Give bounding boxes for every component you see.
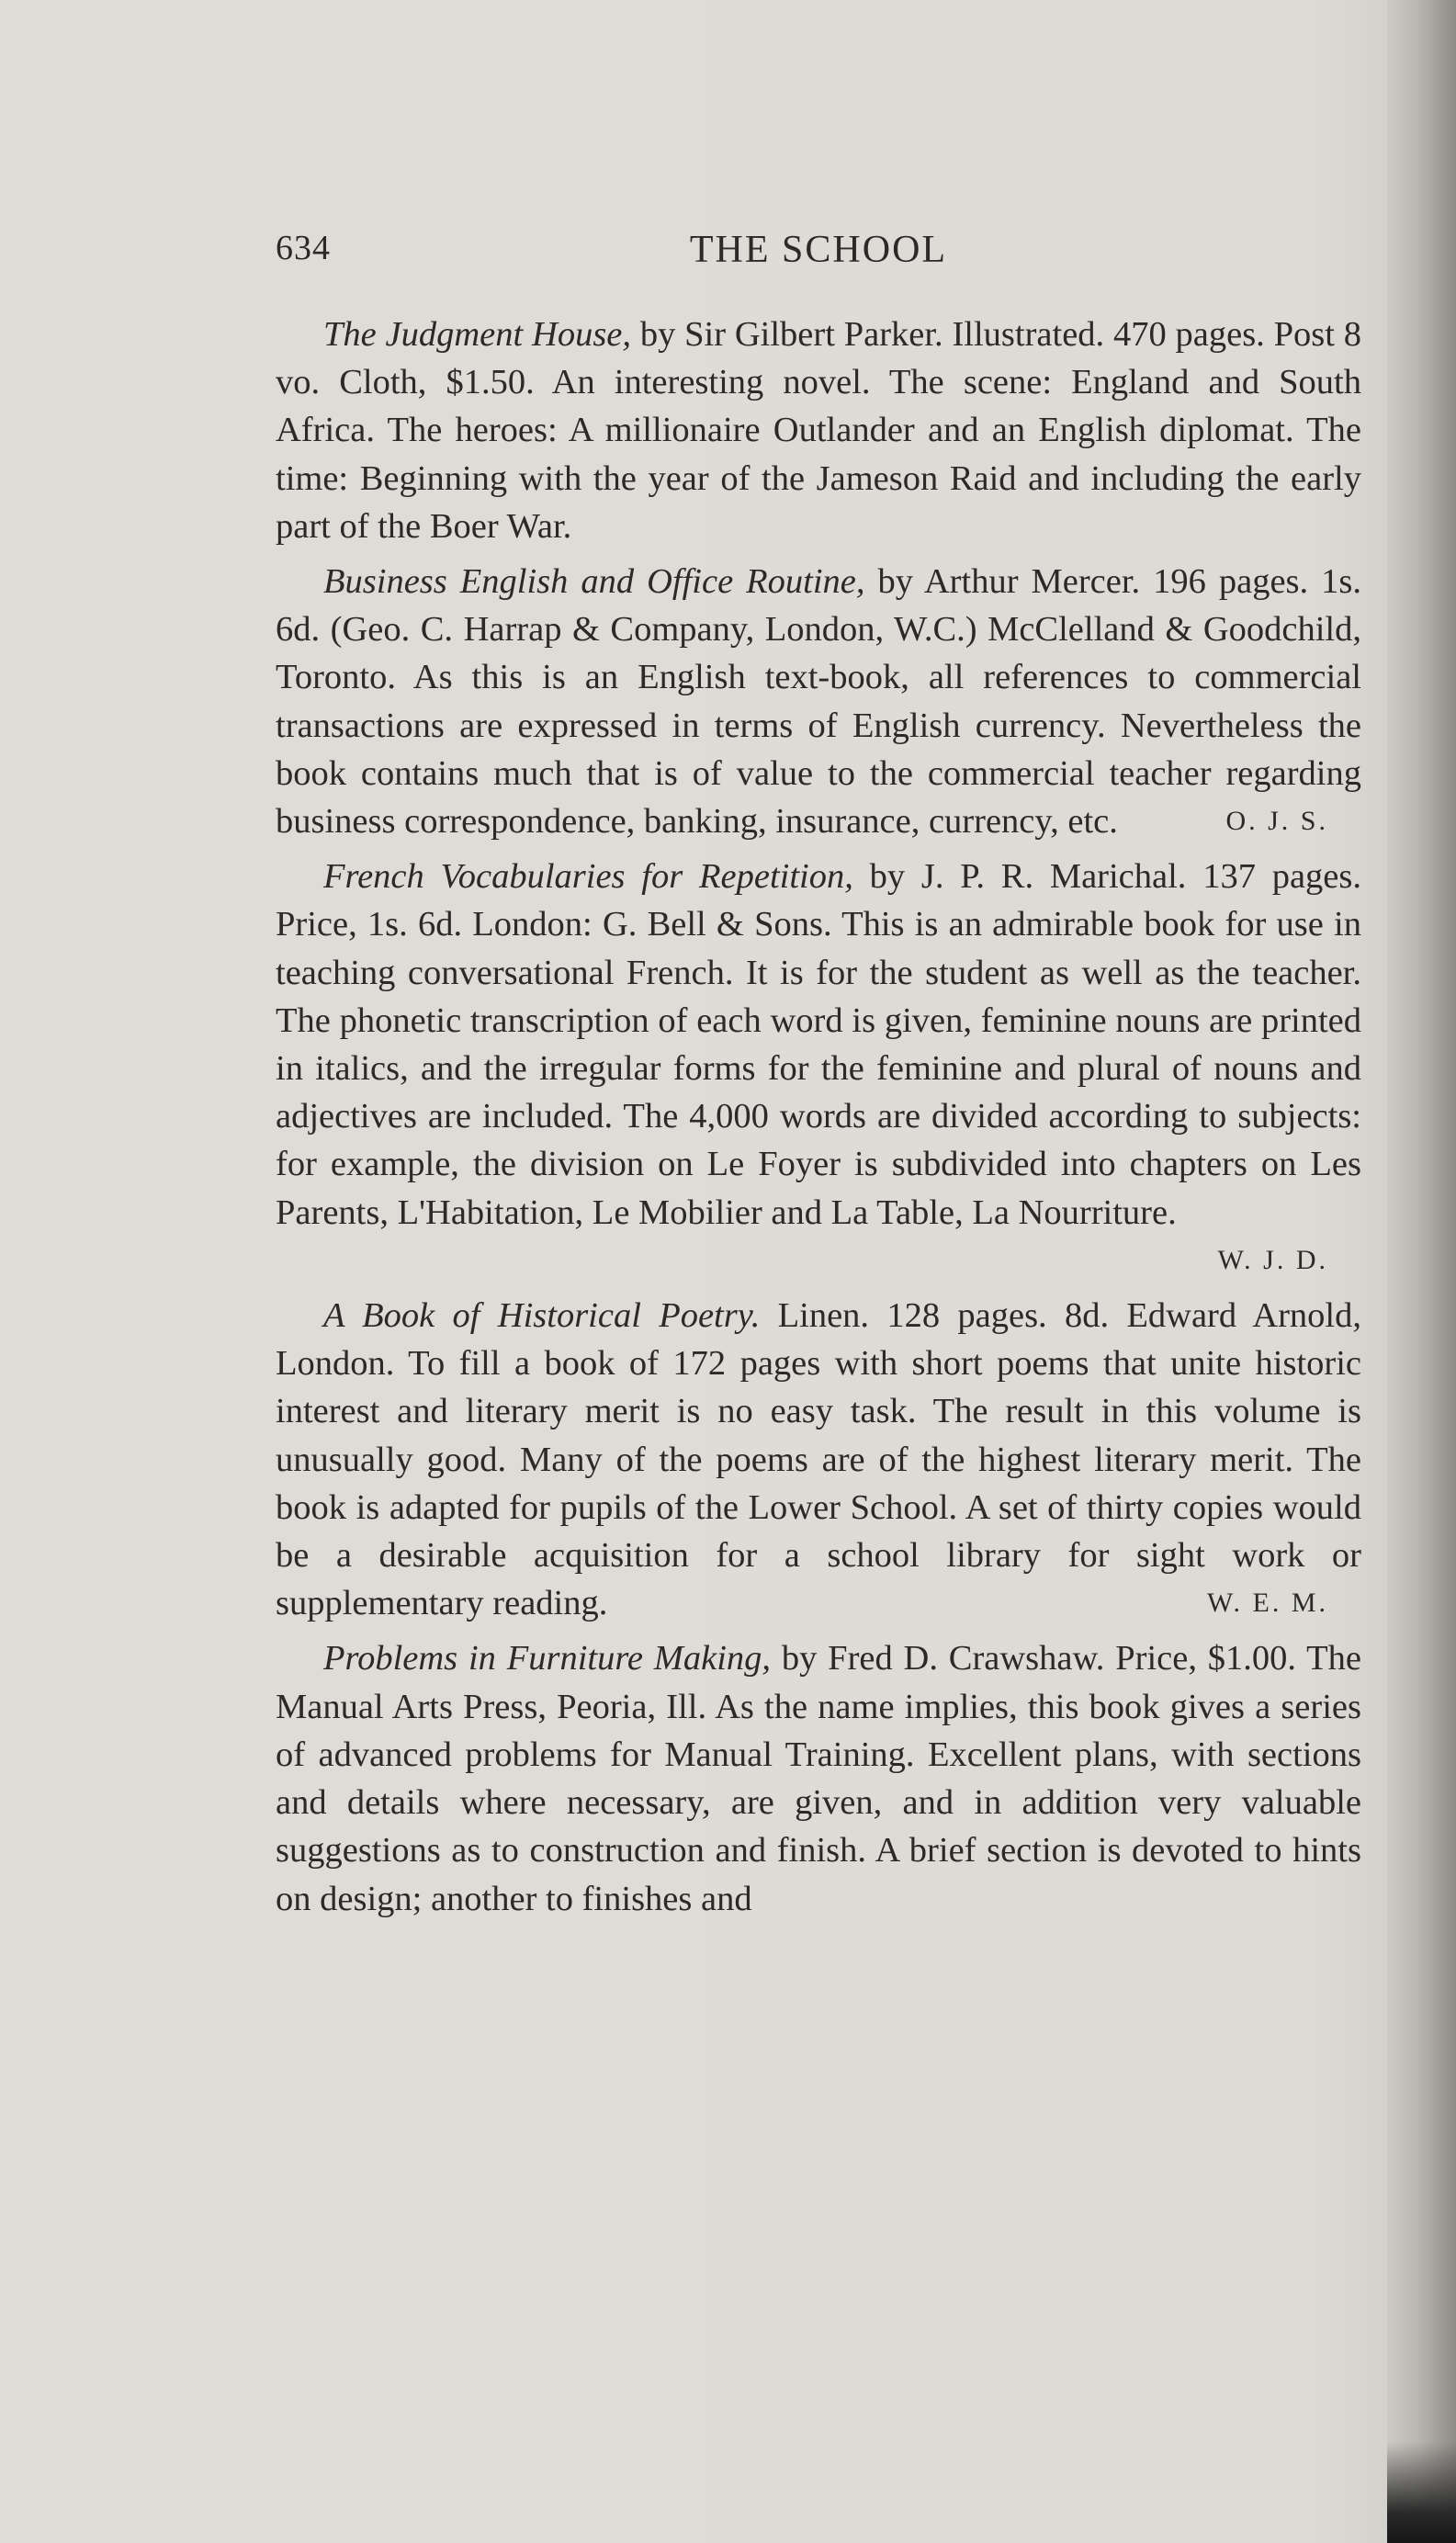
review-entry [276, 311, 1361, 550]
review-paragraph [276, 311, 1361, 550]
book-title: Business English and Office Routine, [323, 562, 865, 602]
review-text: Linen. 128 pages. 8d. Edward Arnold, London. To fill a book of 172 pages with short poems that unite historic interest and literary merit is no easy task. The result in this volume is unusually good. Many of the poems are of the highest literary merit. The book is adapted for pupils of the Lower School. A set of thirty copies would be a desirable acquisition for a school library for sight work or supplementary reading. [276, 1296, 1361, 1623]
book-title: French Vocabularies for Repetition, [323, 857, 853, 897]
review-entry [276, 1292, 1361, 1627]
review-entry [276, 853, 1361, 1284]
review-paragraph [276, 1634, 1361, 1922]
book-title: Problems in Furniture Making, [323, 1639, 772, 1678]
review-text: by Fred D. Crawshaw. Price, $1.00. The Manual Arts Press, Peoria, Ill. As the name implies, this book gives a series of advanced problems for Manual Training. Excellent plans, with sections and details where necessary, are given, and in addition very valuable suggestions as to construction and finish. A brief section is devoted to hints on design; another to finishes and [276, 1639, 1362, 1918]
book-title: A Book of Historical Poetry. [323, 1296, 761, 1336]
review-text: by J. P. R. Marichal. 137 pages. Price, 1s. 6d. London: G. Bell & Sons. This is an admirable book for use in teaching conversational French. It is for the student as well as the teacher. The phonetic transcription of each word is given, feminine nouns are printed in italics, and the irregular forms for the feminine and plural of nouns and adjectives are included. The 4,000 words are divided according to subjects: for example, the division on Le Foyer is subdivided into chapters on Les Parents, L'Habitation, Le Mobilier and La Table, La Nourriture. [276, 857, 1361, 1232]
review-paragraph [276, 1292, 1361, 1627]
review-entry [276, 1634, 1361, 1922]
running-head: THE SCHOOL [689, 229, 948, 271]
review-text: by Sir Gilbert Parker. Illustrated. 470 pages. Post 8 vo. Cloth, $1.50. An interesting novel. The scene: England and South Africa. The heroes: A millionaire Outlander and an English diplomat. The time: Beginning with the year of the Jameson Raid and including the early part of the Boer War. [276, 315, 1361, 546]
review-paragraph [276, 853, 1361, 1275]
reviewer-initials: O. J. S. [1225, 806, 1328, 837]
book-title: The Judgment House, [323, 315, 632, 354]
review-entry [276, 558, 1361, 845]
review-text: by Arthur Mercer. 196 pages. 1s. 6d. (Geo. C. Harrap & Company, London, W.C.) McClelland & Goodchild, Toronto. As this is an English text-book, all references to commercial transactions are expressed in terms of English currency. Nevertheless the book contains much that is of value to the commercial teacher regarding business correspondence, banking, insurance, currency, etc. [276, 562, 1361, 842]
review-paragraph [276, 558, 1361, 845]
reviewer-initials: W. E. M. [1206, 1588, 1328, 1619]
page-header [276, 228, 1361, 283]
page-edge [1387, 0, 1456, 2543]
review-list [276, 311, 1361, 1930]
page-edge-shadow [1387, 2442, 1456, 2543]
reviewer-initials: W. J. D. [1217, 1244, 1328, 1275]
page-number: 634 [276, 229, 331, 267]
